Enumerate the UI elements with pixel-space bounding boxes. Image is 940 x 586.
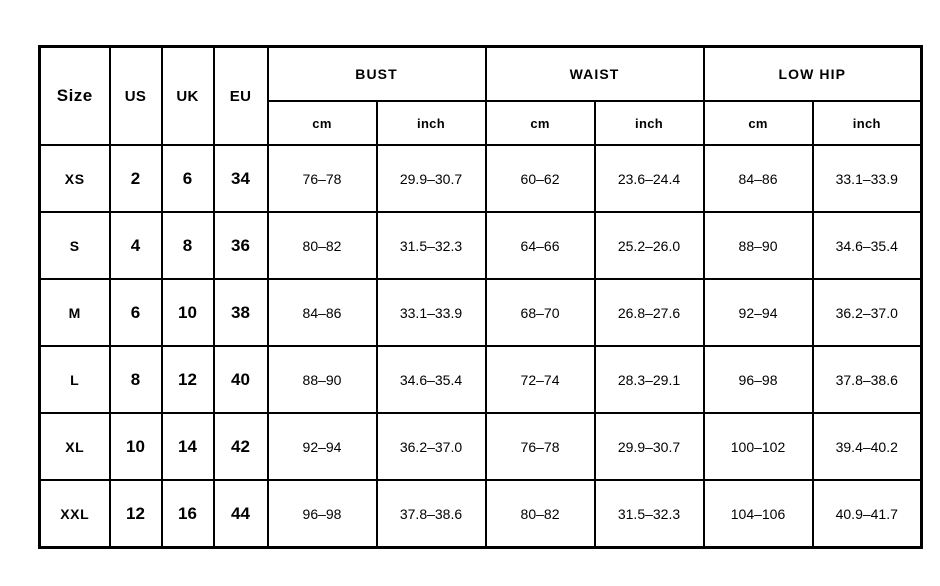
- cell-us: 12: [110, 480, 162, 548]
- cell-uk: 12: [162, 346, 214, 413]
- cell-eu: 40: [214, 346, 268, 413]
- cell-hip-inch: 37.8–38.6: [813, 346, 922, 413]
- table-row: [40, 279, 922, 346]
- cell-uk: 6: [162, 145, 214, 212]
- cell-waist-inch: 28.3–29.1: [595, 346, 704, 413]
- cell-uk: 8: [162, 212, 214, 279]
- cell-hip-cm: 88–90: [704, 212, 813, 279]
- header-eu: EU: [214, 47, 268, 146]
- header-waist-cm: cm: [486, 101, 595, 145]
- cell-hip-cm: 92–94: [704, 279, 813, 346]
- header-hip-cm: cm: [704, 101, 813, 145]
- cell-hip-cm: 104–106: [704, 480, 813, 548]
- header-group-low-hip: LOW HIP: [704, 47, 922, 102]
- cell-bust-cm: 80–82: [268, 212, 377, 279]
- table-row: [40, 145, 922, 212]
- cell-us: 10: [110, 413, 162, 480]
- size-chart-container: [38, 45, 910, 549]
- table-row: [40, 346, 922, 413]
- cell-size: XL: [40, 413, 110, 480]
- cell-bust-cm: 88–90: [268, 346, 377, 413]
- cell-eu: 44: [214, 480, 268, 548]
- table-header: [40, 47, 922, 146]
- cell-waist-inch: 26.8–27.6: [595, 279, 704, 346]
- header-row-groups: [40, 47, 922, 102]
- cell-hip-cm: 100–102: [704, 413, 813, 480]
- header-size: Size: [40, 47, 110, 146]
- cell-bust-inch: 37.8–38.6: [377, 480, 486, 548]
- cell-hip-inch: 33.1–33.9: [813, 145, 922, 212]
- header-group-waist: WAIST: [486, 47, 704, 102]
- cell-hip-inch: 39.4–40.2: [813, 413, 922, 480]
- table-body: [40, 145, 922, 548]
- table-row: [40, 212, 922, 279]
- header-uk: UK: [162, 47, 214, 146]
- cell-bust-cm: 84–86: [268, 279, 377, 346]
- cell-waist-cm: 60–62: [486, 145, 595, 212]
- header-bust-inch: inch: [377, 101, 486, 145]
- cell-bust-cm: 92–94: [268, 413, 377, 480]
- cell-eu: 42: [214, 413, 268, 480]
- cell-uk: 16: [162, 480, 214, 548]
- cell-bust-inch: 31.5–32.3: [377, 212, 486, 279]
- cell-waist-inch: 23.6–24.4: [595, 145, 704, 212]
- cell-us: 4: [110, 212, 162, 279]
- cell-eu: 36: [214, 212, 268, 279]
- cell-size: L: [40, 346, 110, 413]
- header-us: US: [110, 47, 162, 146]
- cell-hip-inch: 36.2–37.0: [813, 279, 922, 346]
- cell-bust-inch: 33.1–33.9: [377, 279, 486, 346]
- table-row: [40, 480, 922, 548]
- cell-bust-cm: 76–78: [268, 145, 377, 212]
- cell-bust-inch: 29.9–30.7: [377, 145, 486, 212]
- cell-size: XXL: [40, 480, 110, 548]
- cell-waist-inch: 29.9–30.7: [595, 413, 704, 480]
- cell-us: 2: [110, 145, 162, 212]
- cell-hip-cm: 84–86: [704, 145, 813, 212]
- table-row: [40, 413, 922, 480]
- cell-bust-cm: 96–98: [268, 480, 377, 548]
- cell-size: M: [40, 279, 110, 346]
- cell-bust-inch: 34.6–35.4: [377, 346, 486, 413]
- cell-waist-cm: 64–66: [486, 212, 595, 279]
- cell-waist-cm: 76–78: [486, 413, 595, 480]
- cell-waist-cm: 72–74: [486, 346, 595, 413]
- header-group-bust: BUST: [268, 47, 486, 102]
- cell-eu: 34: [214, 145, 268, 212]
- cell-us: 6: [110, 279, 162, 346]
- cell-hip-inch: 40.9–41.7: [813, 480, 922, 548]
- cell-waist-cm: 80–82: [486, 480, 595, 548]
- cell-bust-inch: 36.2–37.0: [377, 413, 486, 480]
- cell-eu: 38: [214, 279, 268, 346]
- cell-size: XS: [40, 145, 110, 212]
- cell-size: S: [40, 212, 110, 279]
- header-bust-cm: cm: [268, 101, 377, 145]
- cell-uk: 14: [162, 413, 214, 480]
- cell-us: 8: [110, 346, 162, 413]
- cell-uk: 10: [162, 279, 214, 346]
- size-chart-table: [38, 45, 923, 549]
- header-hip-inch: inch: [813, 101, 922, 145]
- cell-waist-inch: 25.2–26.0: [595, 212, 704, 279]
- cell-waist-cm: 68–70: [486, 279, 595, 346]
- cell-hip-inch: 34.6–35.4: [813, 212, 922, 279]
- cell-hip-cm: 96–98: [704, 346, 813, 413]
- cell-waist-inch: 31.5–32.3: [595, 480, 704, 548]
- header-waist-inch: inch: [595, 101, 704, 145]
